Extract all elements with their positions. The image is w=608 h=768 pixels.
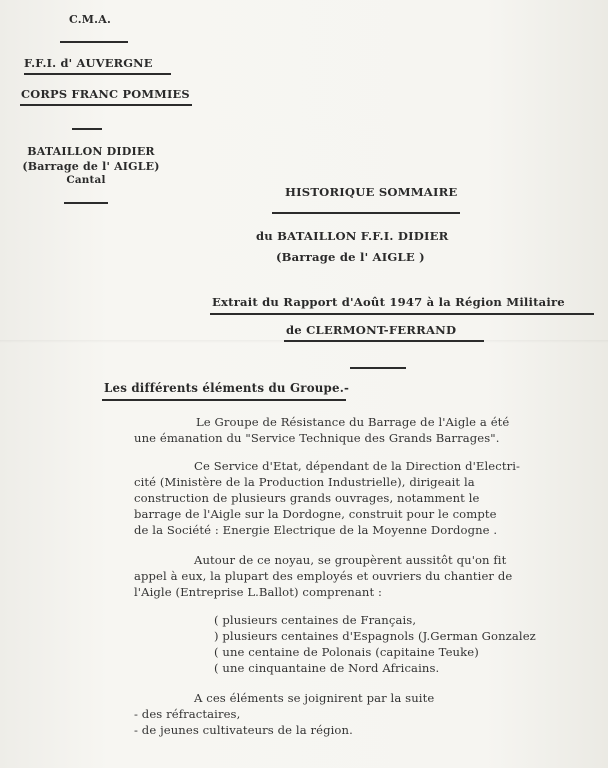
header-org: C.M.A. xyxy=(69,13,111,26)
header-rule-1 xyxy=(60,41,128,43)
paragraph-line: Le Groupe de Résistance du Barrage de l'Aigle a été xyxy=(196,415,510,429)
title-sub2: (Barrage de l' AIGLE ) xyxy=(276,250,425,264)
paragraph-line: construction de plusieurs grands ouvrages, notamment le xyxy=(134,491,480,505)
paragraph-line: de la Société : Energie Electrique de la Moyenne Dordogne . xyxy=(134,523,498,537)
list-item: ( une cinquantaine de Nord Africains. xyxy=(214,661,440,675)
list-item: ( plusieurs centaines de Français, xyxy=(214,613,417,627)
list-item: - des réfractaires, xyxy=(134,707,241,721)
list-item: - de jeunes cultivateurs de la région. xyxy=(134,723,353,737)
header-corps: CORPS FRANC POMMIES xyxy=(21,87,190,101)
paragraph-line: barrage de l'Aigle sur la Dordogne, construit pour le compte xyxy=(134,507,497,521)
title-extract-rule-2 xyxy=(284,340,484,342)
paragraph-line: cité (Ministère de la Production Industrielle), dirigeait la xyxy=(134,475,475,489)
header-barrage: (Barrage de l' AIGLE) xyxy=(22,160,160,173)
paragraph-line: l'Aigle (Entreprise L.Ballot) comprenant : xyxy=(134,585,383,599)
section-heading: Les différents éléments du Groupe.- xyxy=(104,381,350,395)
title-extract-1: Extrait du Rapport d'Août 1947 à la Région Militaire xyxy=(212,295,565,309)
title-main: HISTORIQUE SOMMAIRE xyxy=(285,185,458,199)
header-rule-2 xyxy=(24,73,171,75)
header-rule-4 xyxy=(72,128,102,130)
header-ffi: F.F.I. d' AUVERGNE xyxy=(24,56,153,70)
header-cantal: Cantal xyxy=(66,174,106,186)
title-extract-2: de CLERMONT-FERRAND xyxy=(286,323,457,337)
paragraph-line: Ce Service d'Etat, dépendant de la Direction d'Electri- xyxy=(194,459,521,473)
paragraph-line: Autour de ce noyau, se groupèrent aussitôt qu'on fit xyxy=(194,553,507,567)
header-rule-5 xyxy=(64,202,108,204)
section-heading-rule xyxy=(102,399,346,401)
list-item: ( une centaine de Polonais (capitaine Teuke) xyxy=(214,645,479,659)
title-extract-rule-1 xyxy=(210,313,594,315)
paragraph-line: une émanation du "Service Technique des Grands Barrages". xyxy=(134,431,500,445)
paragraph-line: A ces éléments se joignirent par la suite xyxy=(194,691,435,705)
header-bataillon: BATAILLON DIDIER xyxy=(27,145,155,158)
header-rule-3 xyxy=(20,104,192,106)
separator-rule xyxy=(350,367,406,369)
list-item: ) plusieurs centaines d'Espagnols (J.German Gonzalez xyxy=(214,629,536,643)
title-rule xyxy=(272,212,460,214)
paragraph-line: appel à eux, la plupart des employés et ouvriers du chantier de xyxy=(134,569,513,583)
title-sub1: du BATAILLON F.F.I. DIDIER xyxy=(256,229,449,243)
